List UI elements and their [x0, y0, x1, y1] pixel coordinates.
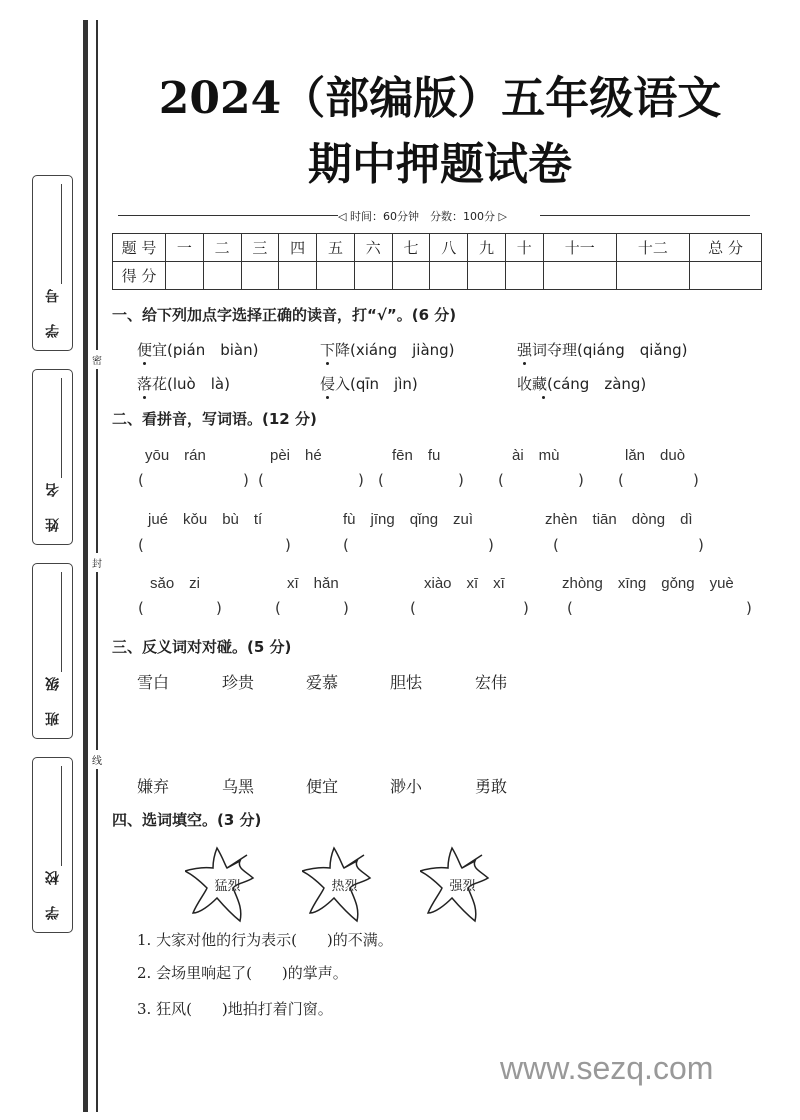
seal-xian: 线 [91, 750, 103, 769]
reading-item[interactable]: 侵入(qīn jìn) [320, 375, 418, 393]
table-cell: 一 [166, 234, 204, 262]
section1-heading: 一、给下列加点字选择正确的读音，打“√”。(6 分) [112, 306, 457, 324]
antonym-word[interactable]: 便宜 [306, 777, 339, 796]
time-score-text: 时间：60分钟 分数：100分 [349, 210, 495, 223]
exam-info: ◁ 时间：60分钟 分数：100分 ▷ [338, 210, 507, 223]
pinyin: zhòng xīng gǒng yuè [562, 575, 734, 592]
table-cell: 总 分 [690, 234, 762, 262]
seal-feng: 封 [91, 553, 103, 572]
field-label: 学 校 [45, 863, 61, 920]
score-cell[interactable] [166, 262, 204, 290]
section2-heading: 二、看拼音，写词语。(12 分) [112, 410, 317, 428]
word-option: 强烈 [449, 879, 476, 894]
score-cell[interactable] [317, 262, 355, 290]
reading-item[interactable]: 下降(xiáng jiàng) [320, 341, 455, 359]
pinyin: fēn fu [392, 447, 441, 464]
reading-item[interactable]: 强词夺理(qiáng qiǎng) [517, 341, 688, 359]
pinyin: pèi hé [270, 447, 322, 464]
divider [540, 215, 750, 216]
table-cell: 四 [279, 234, 317, 262]
score-cell[interactable] [543, 262, 616, 290]
table-cell: 得 分 [113, 262, 166, 290]
table-score-row [113, 262, 762, 290]
score-cell[interactable] [505, 262, 543, 290]
fill-sentence[interactable]: 2. 会场里响起了( )的掌声。 [137, 964, 348, 982]
reading-item[interactable]: 便宜(pián biàn) [137, 341, 259, 359]
table-cell: 六 [354, 234, 392, 262]
name-field[interactable] [32, 369, 73, 545]
antonym-word[interactable]: 嫌弃 [137, 777, 170, 796]
table-cell: 五 [317, 234, 355, 262]
table-header-row [113, 234, 762, 262]
table-cell: 题 号 [113, 234, 166, 262]
pinyin: jué kǒu bù tí [148, 511, 263, 528]
emphasis-dot [143, 396, 146, 399]
table-cell: 十 [505, 234, 543, 262]
emphasis-dot [326, 362, 329, 365]
divider [118, 215, 338, 216]
pinyin: yōu rán [145, 447, 206, 464]
antonym-word[interactable]: 乌黑 [222, 777, 255, 796]
score-cell[interactable] [203, 262, 241, 290]
pinyin: xī hǎn [287, 575, 339, 592]
table-cell: 八 [430, 234, 468, 262]
field-label: 学 号 [45, 281, 61, 338]
table-cell: 九 [468, 234, 506, 262]
antonym-word[interactable]: 爱慕 [306, 673, 339, 692]
word-option: 猛烈 [214, 879, 241, 894]
score-cell[interactable] [392, 262, 430, 290]
score-table [112, 233, 762, 290]
antonym-word[interactable]: 胆怯 [390, 673, 423, 692]
fill-sentence[interactable]: 1. 大家对他的行为表示( )的不满。 [137, 931, 393, 949]
pinyin: sǎo zi [150, 575, 201, 592]
pinyin: xiào xī xī [424, 575, 505, 592]
reading-item[interactable]: 收藏(cáng zàng) [517, 375, 647, 393]
emphasis-dot [143, 362, 146, 365]
antonym-word[interactable]: 雪白 [137, 673, 170, 692]
fill-sentence[interactable]: 3. 狂风( )地拍打着门窗。 [137, 1000, 333, 1018]
word-option: 热烈 [331, 879, 358, 894]
school-field[interactable] [32, 757, 73, 933]
word-option-leaf [185, 843, 275, 928]
antonym-word[interactable]: 勇敢 [475, 777, 508, 796]
section3-heading: 三、反义词对对碰。(5 分) [112, 638, 292, 656]
class-field[interactable] [32, 563, 73, 739]
antonym-word[interactable]: 宏伟 [475, 673, 508, 692]
page-title: 2024（部编版）五年级语文 [158, 73, 722, 124]
field-label: 姓 名 [45, 475, 61, 532]
field-label: 班 级 [45, 669, 61, 726]
emphasis-dot [542, 396, 545, 399]
score-cell[interactable] [468, 262, 506, 290]
table-cell: 七 [392, 234, 430, 262]
table-cell: 二 [203, 234, 241, 262]
student-id-field[interactable] [32, 175, 73, 351]
score-cell[interactable] [354, 262, 392, 290]
pinyin: ài mù [512, 447, 560, 464]
score-cell[interactable] [616, 262, 689, 290]
watermark: www.sezq.com [500, 1050, 714, 1086]
seal-mi: 密 [91, 350, 103, 369]
antonym-word[interactable]: 珍贵 [222, 673, 255, 692]
score-cell[interactable] [690, 262, 762, 290]
page-subtitle: 期中押题试卷 [308, 139, 572, 190]
pinyin: zhèn tiān dòng dì [545, 511, 693, 528]
reading-item[interactable]: 落花(luò là) [137, 375, 230, 393]
word-option-leaf [302, 843, 392, 928]
pinyin: fù jīng qǐng zuì [343, 511, 474, 528]
emphasis-dot [523, 362, 526, 365]
binding-line-thick [83, 20, 88, 1112]
table-cell: 十一 [543, 234, 616, 262]
section4-heading: 四、选词填空。(3 分) [112, 811, 262, 829]
table-cell: 三 [241, 234, 279, 262]
score-cell[interactable] [279, 262, 317, 290]
table-cell: 十二 [616, 234, 689, 262]
emphasis-dot [326, 396, 329, 399]
score-cell[interactable] [430, 262, 468, 290]
score-cell[interactable] [241, 262, 279, 290]
pinyin: lǎn duò [625, 447, 686, 464]
antonym-word[interactable]: 渺小 [390, 777, 423, 796]
word-option-leaf [420, 843, 510, 928]
